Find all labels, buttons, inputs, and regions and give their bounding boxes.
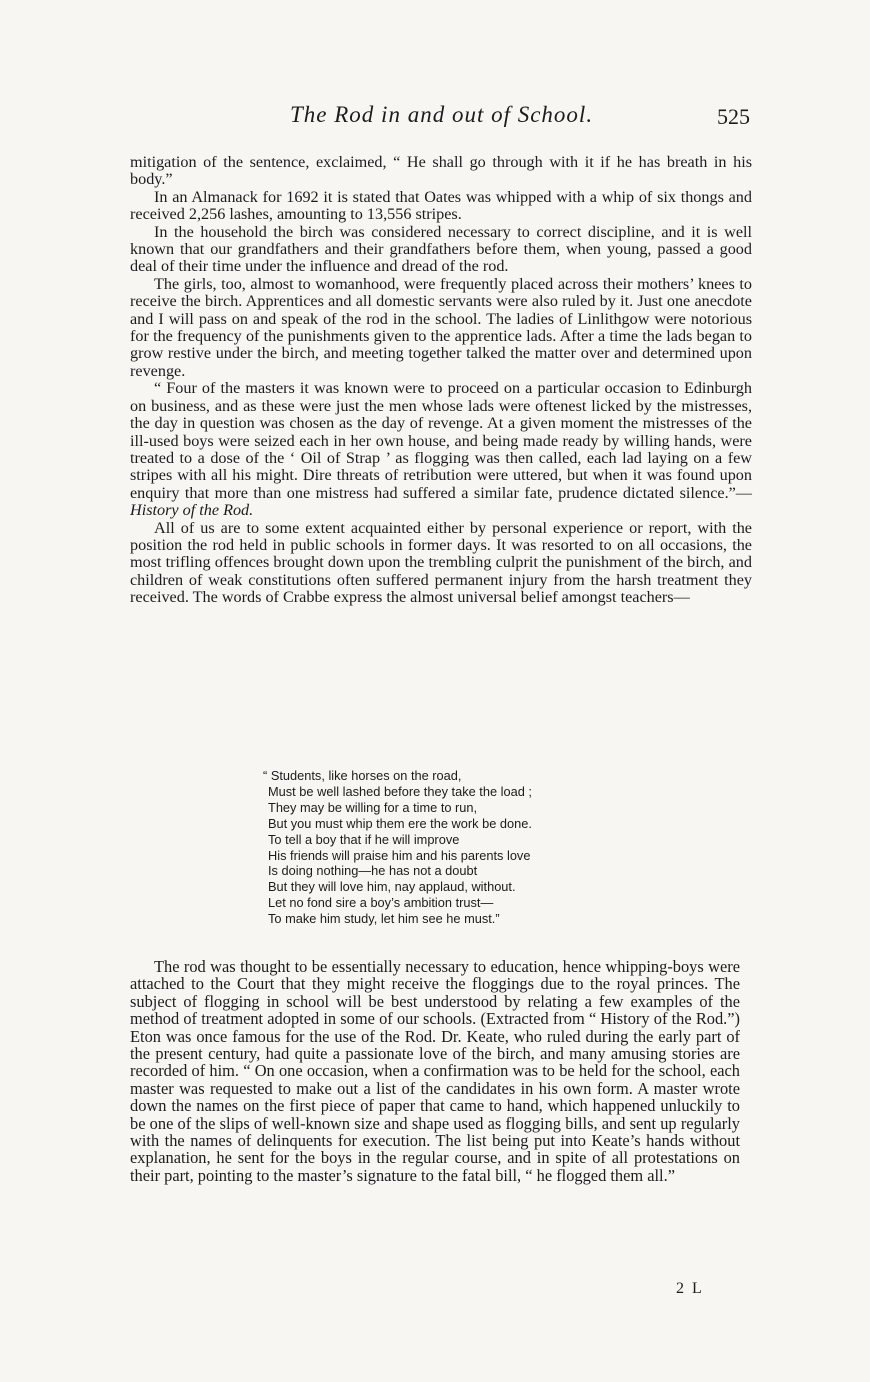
paragraph: The girls, too, almost to womanhood, were frequently placed across their mothers’ knees to receive the birch. Apprentices and all domestic servants were also ruled by it. Just one anecdote and I will pass on and speak of the rod in the school. The ladies of Linlithgow were notorious for the frequency of the punishments given to the apprentice lads. After a time the lads began to grow restive under the birch, and meeting together talked the matter over and determined upon revenge.	[130, 274, 752, 380]
verse-line: To tell a boy that if he will improve	[268, 831, 460, 847]
quoted-text: “ Four of the masters it was known were to proceed on a particular occasion to Edinburgh on business, and as these were just the men whose lads were oftenest licked by the mistresses, the day in question was chosen as the day of revenge. At a given moment the mistresses of the ill-used boys were seized each in her own house, and being made ready by willing hands, were treated to a dose of the ‘ Oil of Strap ’ as flogging was then called, each lad laying on a few stripes with all his might. Dire threats of retribution were uttered, but when it was found upon enquiry that more than one mistress had suffered a similar fate, prudence dictated silence.”—	[130, 379, 752, 502]
verse-line: But you must whip them ere the work be done.	[268, 815, 532, 831]
quoted-paragraph	[130, 380, 752, 519]
main-text	[130, 154, 752, 607]
closing-text	[130, 958, 740, 1184]
verse-line: They may be willing for a time to run,	[268, 799, 478, 815]
paragraph: mitigation of the sentence, exclaimed, “ He shall go through with it if he has breath in his body.”	[130, 153, 752, 189]
verse-line: But they will love him, nay applaud, without.	[268, 879, 516, 895]
running-title: The Rod in and out of School.	[290, 102, 594, 127]
paragraph: In the household the birch was considered necessary to correct discipline, and it is well known that our grandfathers and their grandfathers before them, when young, passed a good deal of their time under the influence and dread of the rod.	[130, 222, 752, 276]
verse-line: His friends will praise him and his parents love	[268, 847, 531, 863]
signature-mark: 2 L	[676, 1280, 704, 1297]
verse-line: Must be well lashed before they take the load ;	[268, 783, 532, 799]
verse-line: “ Students, like horses on the road,	[263, 768, 462, 783]
verse-line: Let no fond sire a boy’s ambition trust—	[268, 895, 494, 911]
verse-quotation	[263, 768, 608, 927]
running-header	[130, 102, 750, 136]
page-number: 525	[717, 104, 750, 129]
citation: History of the Rod.	[130, 501, 254, 520]
paragraph: In an Almanack for 1692 it is stated that Oates was whipped with a whip of six thongs and received 2,256 lashes, amounting to 13,556 stripes.	[130, 187, 752, 224]
paragraph: The rod was thought to be essentially necessary to education, hence whipping-boys were attached to the Court that they might receive the floggings due to the royal princes. The subject of flogging in school will be best understood by relating a few examples of the method of treatment adopted in some of our schools. (Extracted from “ History of the Rod.”) Eton was once famous for the use of the Rod. Dr. Keate, who ruled during the early part of the present century, had quite a passionate love of the birch, and many amusing stories are recorded of him. “ On one occasion, when a confirmation was to be held for the school, each master was requested to make out a list of the candidates in his own form. A master wrote down the names on the first piece of paper that came to hand, which happened unluckily to be one of the slips of well-known size and shape used as flogging bills, and sent up regularly with the names of delinquents for execution. The list being put into Keate’s hands without explanation, he sent for the boys in the regular course, and in spite of all protestations on their part, pointing to the master’s signature to the fatal bill, “ he flogged them all.”	[130, 957, 740, 1185]
verse-line: To make him study, let him see he must.”	[268, 911, 500, 927]
paragraph: All of us are to some extent acquainted either by personal experience or report, with the position the rod held in public schools in former days. It was resorted to on all occasions, the most trifling offences brought down upon the trembling culprit the punishment of the birch, and children of weak constitutions often suffered permanent injury from the harsh treatment they received. The words of Crabbe express the almost universal belief amongst teachers—	[130, 518, 752, 607]
verse-line: Is doing nothing—he has not a doubt	[268, 863, 478, 879]
